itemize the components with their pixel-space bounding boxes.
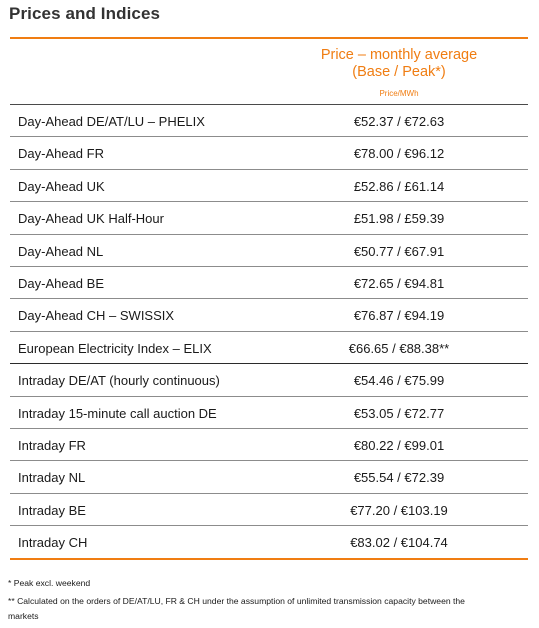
row-name: Intraday CH xyxy=(18,535,88,551)
price-unit-label: Price/MWh xyxy=(379,89,419,98)
table-row xyxy=(10,299,528,331)
row-name: Day-Ahead FR xyxy=(18,146,104,162)
row-name: Day-Ahead UK xyxy=(18,178,105,194)
table-row xyxy=(10,235,528,267)
footnote-elix-line1: ** Calculated on the orders of DE/AT/LU, FR & CH under the assumption of unlimited transmission capacity between the xyxy=(8,596,465,606)
row-name: Intraday FR xyxy=(18,437,86,453)
row-price: €77.20 / €103.19 xyxy=(350,502,448,518)
price-header-line1: Price – monthly average xyxy=(320,47,478,63)
row-price: €66.65 / €88.38** xyxy=(348,340,450,356)
footnote-peak: * Peak excl. weekend xyxy=(8,578,91,588)
footnote-elix-line2: markets xyxy=(8,611,39,621)
row-name: Day-Ahead BE xyxy=(18,275,104,291)
row-name: Intraday BE xyxy=(18,502,86,518)
price-column-header xyxy=(270,47,528,81)
footnotes xyxy=(8,575,533,622)
row-name: Day-Ahead DE/AT/LU – PHELIX xyxy=(18,114,205,129)
row-price: €83.02 / €104.74 xyxy=(350,535,448,551)
row-price: €72.65 / €94.81 xyxy=(353,275,445,291)
footnote-elix xyxy=(8,595,533,622)
row-name: Intraday 15-minute call auction DE xyxy=(18,405,217,421)
table-row xyxy=(10,202,528,234)
table-row xyxy=(10,429,528,461)
row-name: Intraday NL xyxy=(18,470,86,486)
table-row xyxy=(10,494,528,526)
row-price: €80.22 / €99.01 xyxy=(353,437,445,453)
prices-table xyxy=(10,37,528,560)
table-header xyxy=(10,39,528,105)
row-price: €54.46 / €75.99 xyxy=(353,373,445,389)
table-row xyxy=(10,267,528,299)
table-row xyxy=(10,332,528,364)
row-price: €78.00 / €96.12 xyxy=(353,146,445,162)
table-row xyxy=(10,461,528,493)
table-row xyxy=(10,137,528,169)
table-row xyxy=(10,170,528,202)
table-row xyxy=(10,105,528,137)
table-row xyxy=(10,397,528,429)
row-name: European Electricity Index – ELIX xyxy=(18,340,212,356)
row-name: Day-Ahead NL xyxy=(18,243,104,259)
row-name: Day-Ahead UK Half-Hour xyxy=(18,211,164,227)
row-price: €52.37 / €72.63 xyxy=(353,114,445,129)
row-name: Intraday DE/AT (hourly continuous) xyxy=(18,373,220,389)
row-price: €76.87 / €94.19 xyxy=(353,308,445,324)
table-row xyxy=(10,526,528,558)
table-row xyxy=(10,364,528,396)
page-title: Prices and Indices xyxy=(9,4,161,23)
row-name: Day-Ahead CH – SWISSIX xyxy=(18,308,175,324)
table-bottom-rule xyxy=(10,558,528,560)
row-price: €50.77 / €67.91 xyxy=(353,243,445,259)
row-price: £51.98 / £59.39 xyxy=(353,211,445,227)
row-price: €55.54 / €72.39 xyxy=(353,470,445,486)
row-price: £52.86 / £61.14 xyxy=(353,178,445,194)
price-header-line2: (Base / Peak*) xyxy=(352,64,446,80)
row-price: €53.05 / €72.77 xyxy=(353,405,445,421)
